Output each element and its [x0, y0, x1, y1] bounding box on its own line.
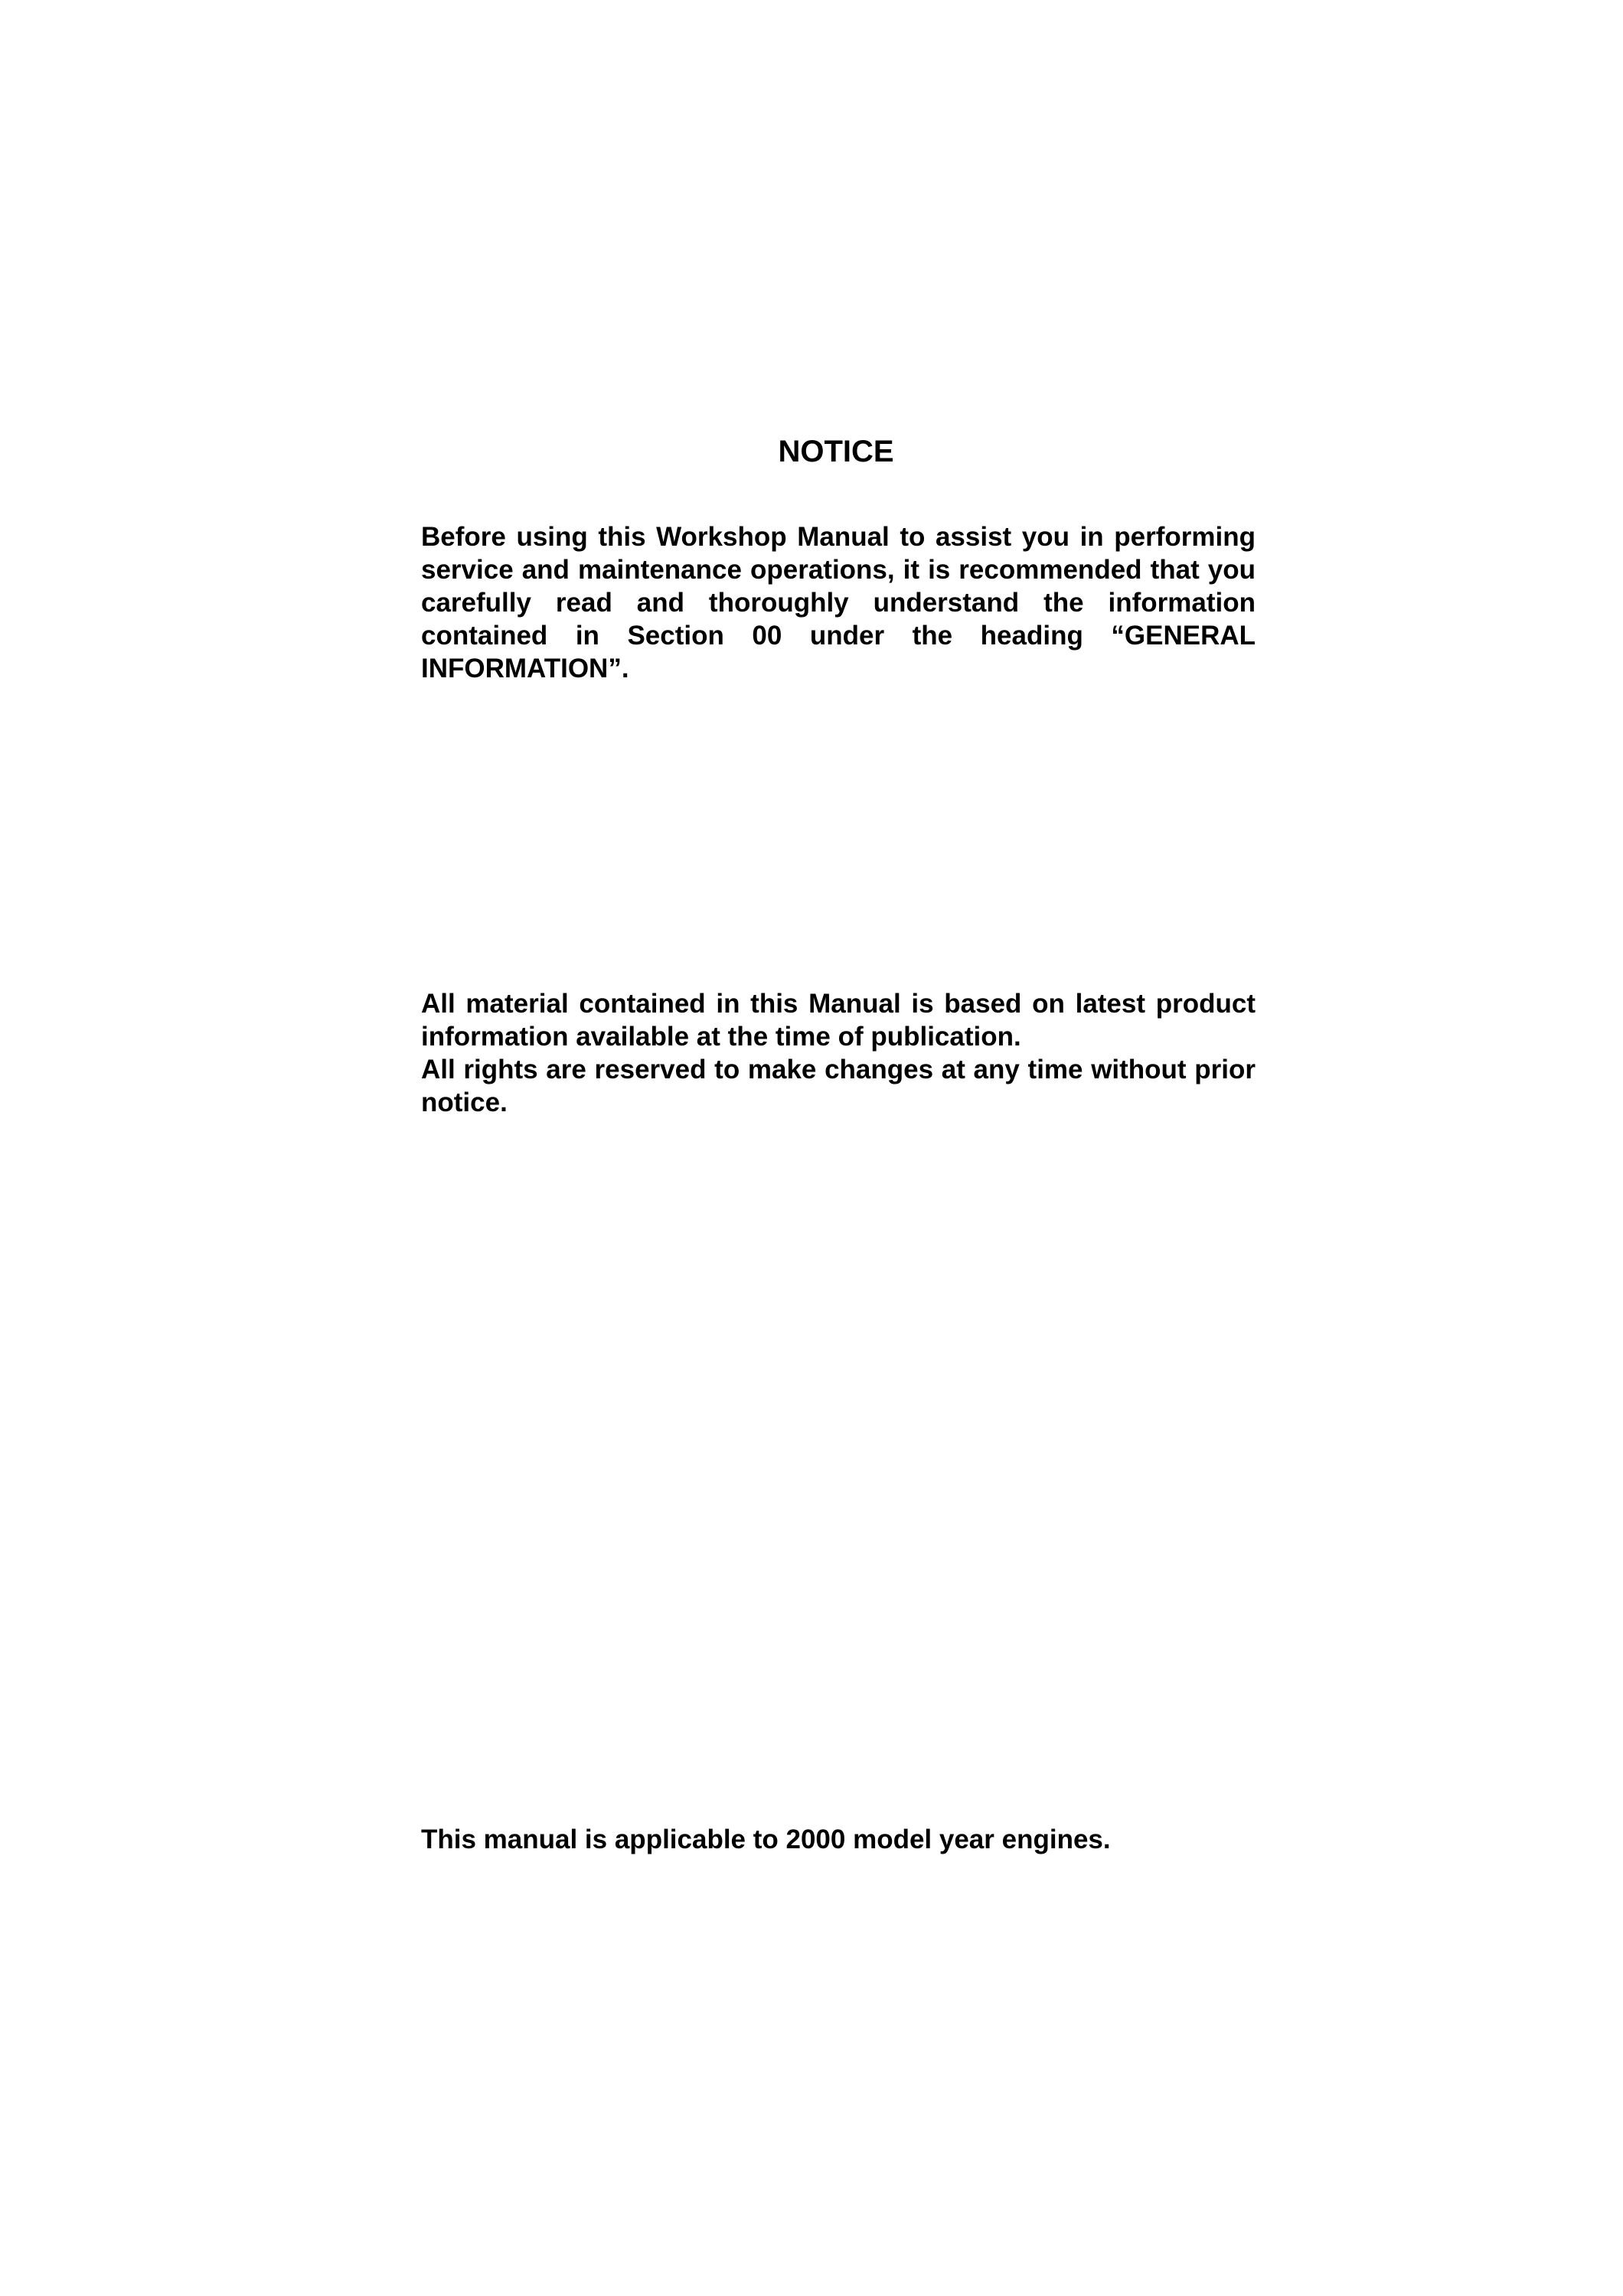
applicability-text: This manual is applicable to 2000 model year engines.: [421, 1825, 1111, 1854]
applicability-paragraph: [421, 1823, 1256, 1856]
disclaimer-paragraph: [421, 987, 1256, 1119]
disclaimer-text-1: All material contained in this Manual is based on latest product information available at the time of publication.: [421, 989, 1256, 1052]
notice-paragraph-text: Before using this Workshop Manual to assist you in performing service and maintenance operations, it is recommended that you carefully read and thoroughly understand the information contained in Section 00 under the heading “GENERAL INFORMATION”.: [421, 522, 1256, 683]
notice-paragraph: [421, 520, 1256, 685]
disclaimer-text-2: All rights are reserved to make changes at any time without prior notice.: [421, 1055, 1256, 1117]
page-title: NOTICE: [778, 435, 894, 468]
